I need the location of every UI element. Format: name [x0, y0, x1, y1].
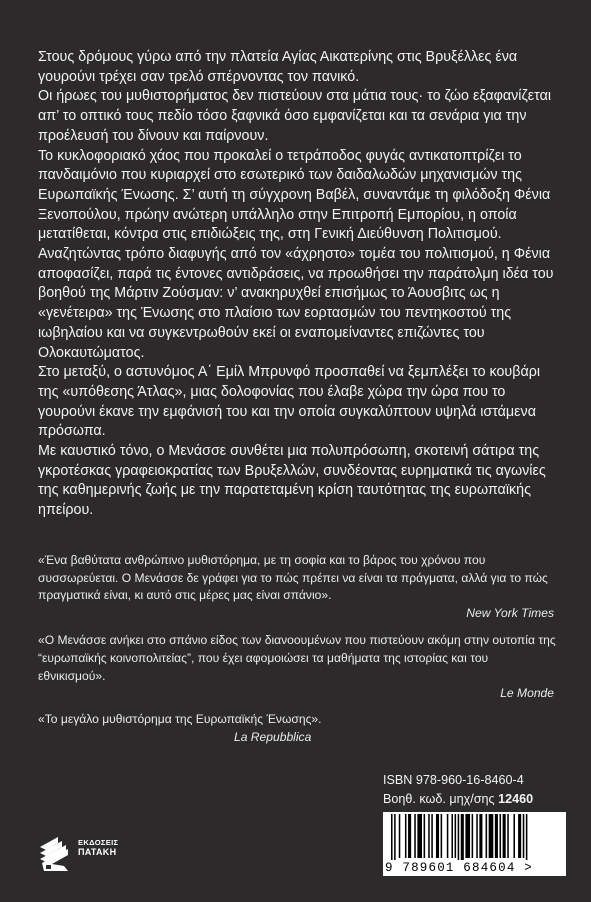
barcode-digits: 9 789601 684604 >: [383, 860, 566, 876]
quote-source: La Repubblica: [234, 729, 312, 744]
press-quote-1: [38, 552, 558, 622]
publisher-line-1: ΕΚΔΟΣΕΙΣ: [78, 838, 119, 847]
aux-code-value: 12460: [498, 791, 534, 806]
aux-code-line: [383, 790, 563, 809]
isbn-block: [383, 771, 563, 808]
quote-source: New York Times: [466, 605, 554, 620]
blurb-paragraph-3: Το κυκλοφοριακό χάος που προκαλεί ο τετράποδος φυγάς αντικατοπτρίζει το πανδαιμόνιο που κυριαρχεί στο εσωτερικό των δαιδαλωδών μηχανισμών της Ευρωπαϊκής Ένωσης. Σ’ αυτή τη σύγχρονη Βαβέλ, συναντάμε τη φιλόδοξη Φένια Ξενοπούλου, πρώην ανώτερη υπάλληλο στην Επιτροπή Εμπορίου, η οποία μετατίθεται, κόντρα στις επιδιώξεις της, στη Γενική Διεύθυνση Πολιτισμού. Αναζητώντας τρόπο διαφυγής από τον «άχρηστο» τομέα του πολιτισμού, η Φένια αποφασίζει, παρά τις έντονες αντιδράσεις, να προωθήσει την παράτολμη ιδέα του βοηθού της Μάρτιν Ζούσμαν: ν’ ανακηρυχθεί επισήμως το Άουσβιτς ως η «γενέτειρα» της Ένωσης στο πλαίσιο των εορτασμών του πεντηκοστού της ιωβηλαίου και να συγκεντρωθούν εκεί οι εναπομείναντες επιζώντες του Ολοκαυτώματος.: [38, 147, 554, 361]
blurb-paragraph-5: Με καυστικό τόνο, ο Μενάσσε συνθέτει μια πολυπρόσωπη, σκοτεινή σάτιρα της γκροτέσκας γραφειοκρατίας των Βρυξελλών, συνδέοντας ευρηματικά τις αγωνίες της καθημερινής ζωής με την παρατεταμένη κρίση ταυτότητας της ευρωπαϊκής ηπείρου.: [38, 443, 546, 519]
barcode-icon: [383, 812, 566, 860]
aux-code-label: Βοηθ. κωδ. μηχ/σης: [383, 791, 495, 806]
blurb-paragraph-1: Στους δρόμους γύρω από την πλατεία Αγίας Αικατερίνης στις Βρυξέλλες ένα γουρούνι τρέχει σαν τρελό σπέρνοντας τον πανικό.: [38, 49, 518, 85]
blurb-paragraph-2: Οι ήρωες του μυθιστορήματος δεν πιστεύουν στα μάτια τους· το ζώο εξαφανίζεται απ’ το οπτικό τους πεδίο τόσο ξαφνικά όσο εμφανίζεται και τα σενάρια για την προέλευσή του δίνουν και παίρνουν.: [38, 88, 552, 144]
blurb-paragraph-4: Στο μεταξύ, ο αστυνόμος Α΄ Εμίλ Μπρυνφό προσπαθεί να ξεμπλέξει το κουβάρι της «υπόθεσης Άτλας», μιας δολοφονίας που έλαβε χώρα την ώρα που το γουρούνι έκανε την εμφάνισή του και την οποία συγκαλύπτουν υψηλά ιστάμενα πρόσωπα.: [38, 364, 541, 440]
quote-source: Le Monde: [500, 686, 554, 701]
publisher-logo-icon: [38, 833, 82, 873]
blurb-text: [38, 48, 558, 521]
quote-text: «Ένα βαθύτατα ανθρώπινο μυθιστόρημα, με τη σοφία και το βάρος του χρόνου που συσσωρεύεται. Ο Μενάσσε δε γράφει για το πώς πρέπει να είναι τα πράγματα, αλλά για το πώς πραγματικά είναι, κι αυτό στις μέρες μας είναι σπάνιο».: [38, 553, 548, 603]
quote-text: «Ο Μενάσσε ανήκει στο σπάνιο είδος των διανοουμένων που πιστεύουν ακόμη στην ουτοπία της “ευρωπαϊκής κοινοπολιτείας”, που έχει αφομοιώσει τα μαθήματα της ιστορίας και του εθνικισμού».: [38, 633, 556, 683]
press-quote-3: [38, 711, 322, 746]
press-quote-2: [38, 632, 558, 702]
publisher-line-2: ΠΑΤΑΚΗ: [78, 847, 117, 857]
press-quotes: [38, 552, 558, 713]
publisher-name: [78, 838, 138, 858]
isbn-number: ISBN 978-960-16-8460-4: [383, 773, 524, 787]
quote-text: «Το μεγάλο μυθιστόρημα της Ευρωπαϊκής Ένωσης».: [38, 712, 322, 726]
